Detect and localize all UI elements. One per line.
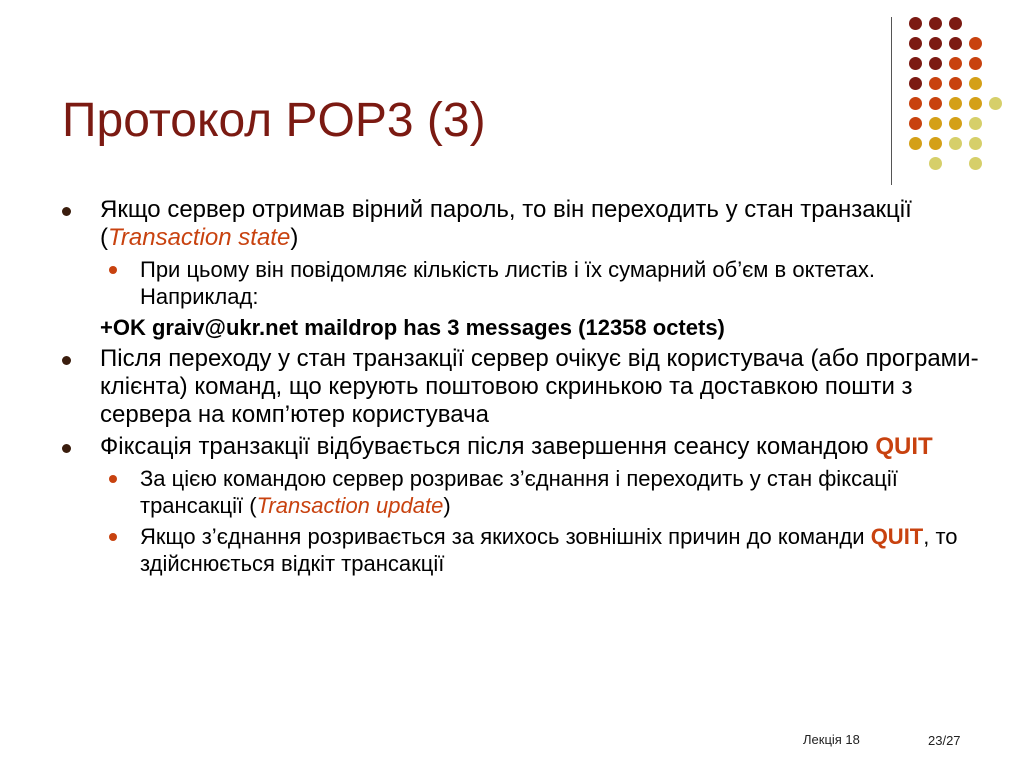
- footer-lecture-label: Лекція 18: [803, 732, 860, 747]
- decorative-dot: [909, 77, 922, 90]
- sub-bullet-text-tail: ): [443, 493, 451, 518]
- sub-bullet-icon: [109, 475, 117, 483]
- sub-bullet-text: Якщо з’єднання розривається за якихось зовнішніх причин до команди: [140, 524, 871, 549]
- decorative-dot: [989, 97, 1002, 110]
- sub-bullet-item: [60, 523, 980, 577]
- footer-page-number: 23/27: [928, 733, 961, 748]
- sub-bullet-item: [60, 465, 980, 519]
- decorative-dot: [929, 17, 942, 30]
- decorative-dot: [909, 57, 922, 70]
- decorative-dot: [909, 117, 922, 130]
- decorative-dot: [909, 17, 922, 30]
- keyword-quit: QUIT: [870, 524, 924, 549]
- decorative-dot: [949, 37, 962, 50]
- decorative-dot: [929, 37, 942, 50]
- example-line: [60, 314, 980, 341]
- decorative-dot: [949, 117, 962, 130]
- decorative-dot: [929, 97, 942, 110]
- bullet-text: Фіксація транзакції відбувається після завершення сеансу командою: [100, 433, 876, 460]
- bullet-text: Якщо сервер отримав вірний пароль, то він переходить у стан транзакції (: [100, 196, 912, 251]
- decorative-dot: [949, 17, 962, 30]
- decorative-dot: [949, 77, 962, 90]
- sub-bullet-text: При цьому він повідомляє кількість листів і їх сумарний об’єм в октетах. Наприклад:: [140, 257, 875, 309]
- decorative-dot: [929, 137, 942, 150]
- decorative-dot: [969, 157, 982, 170]
- bullet-item: [60, 345, 980, 429]
- slide-content: [60, 192, 980, 577]
- decorative-dot: [949, 57, 962, 70]
- sub-bullet-icon: [109, 533, 117, 541]
- sub-bullet-text: За цією командою сервер розриває з’єднання і переходить у стан фіксації трансакції (: [140, 466, 898, 518]
- decorative-dot: [929, 77, 942, 90]
- decorative-dot: [969, 77, 982, 90]
- decorative-dot: [909, 37, 922, 50]
- decorative-dot: [909, 137, 922, 150]
- slide-title: Протокол POP3 (3): [62, 94, 486, 147]
- decorative-dot: [929, 157, 942, 170]
- bullet-icon: [62, 356, 71, 365]
- sub-bullet-item: [60, 256, 980, 310]
- decorative-dot: [969, 57, 982, 70]
- keyword-quit: QUIT: [875, 433, 933, 460]
- bullet-item: [60, 196, 980, 252]
- emphasis-term: Transaction update: [256, 493, 444, 518]
- decorative-dot-grid: [0, 0, 1024, 200]
- decorative-dot: [949, 137, 962, 150]
- decorative-dot: [969, 97, 982, 110]
- bullet-text: Після переходу у стан транзакції сервер очікує від користувача (або програми-клієнта) команд, що керують поштовою скринькою та доставкою пошти з сервера на комп’ютер користувача: [100, 345, 979, 428]
- decorative-dot: [969, 137, 982, 150]
- decorative-dot: [929, 117, 942, 130]
- decorative-dot: [929, 57, 942, 70]
- bullet-icon: [62, 444, 71, 453]
- decorative-dot: [969, 37, 982, 50]
- bullet-icon: [62, 207, 71, 216]
- example-text: +OK graiv@ukr.net maildrop has 3 messages (12358 octets): [100, 315, 725, 340]
- decorative-dot: [969, 117, 982, 130]
- decorative-dot: [949, 97, 962, 110]
- bullet-item: [60, 433, 980, 461]
- sub-bullet-icon: [109, 266, 117, 274]
- sub-bullet-text-tail: , то здійснюється відкіт трансакції: [140, 524, 958, 576]
- emphasis-term: Transaction state: [108, 224, 291, 251]
- decorative-dot: [909, 97, 922, 110]
- bullet-text-tail: ): [290, 224, 299, 251]
